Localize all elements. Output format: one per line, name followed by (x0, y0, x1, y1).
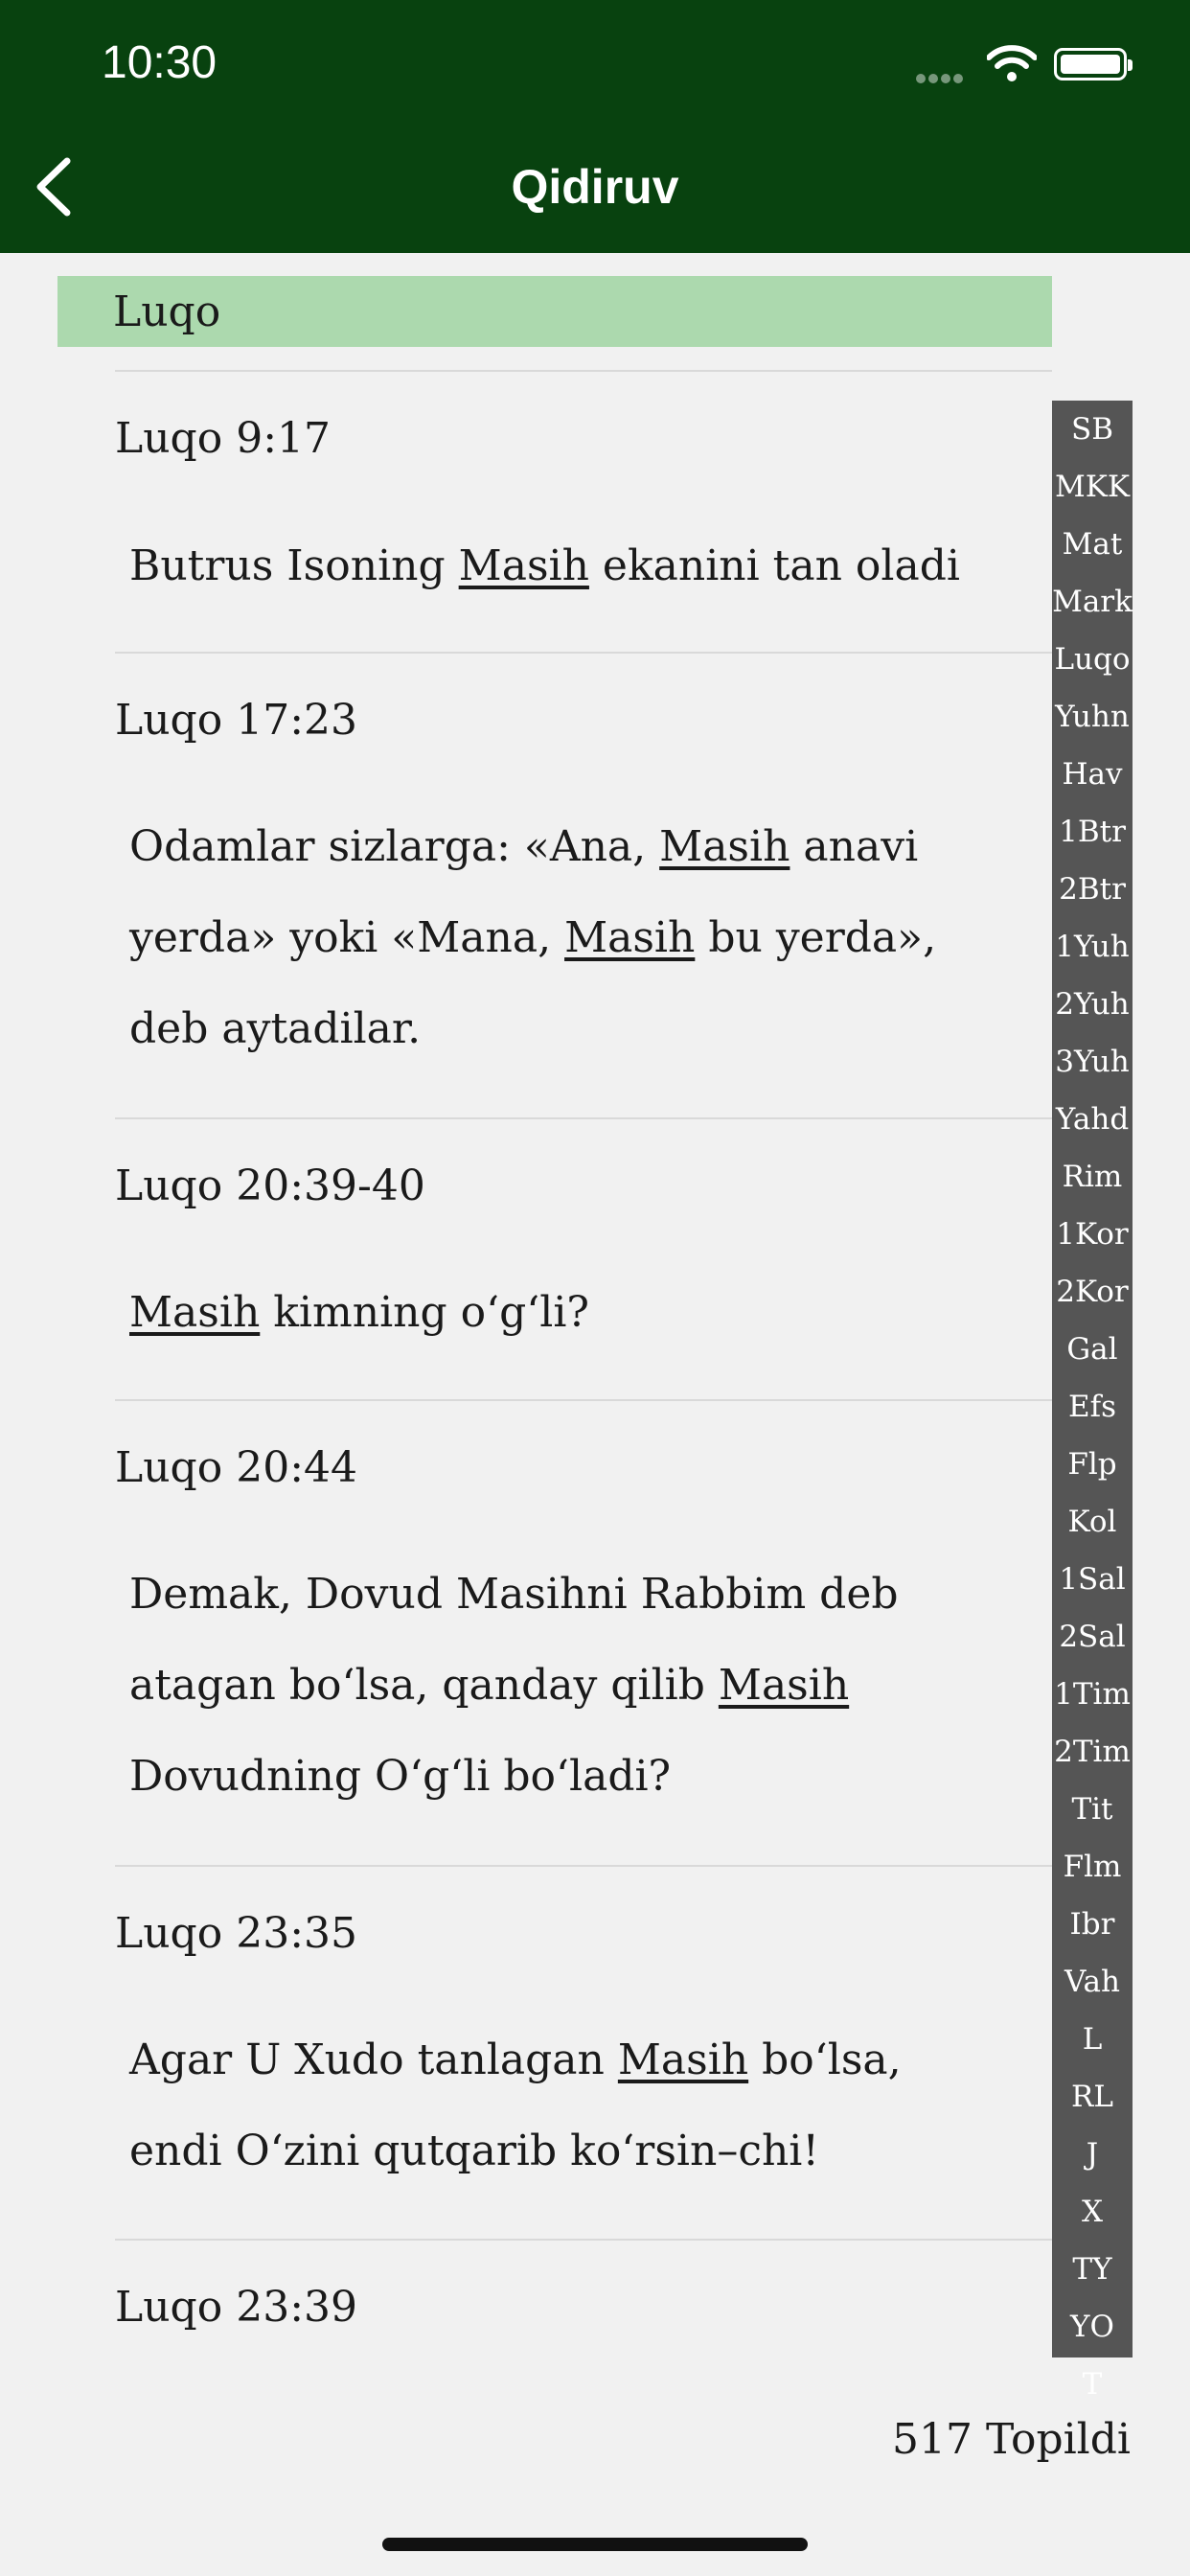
index-item[interactable]: L (1082, 2022, 1103, 2057)
result-reference: Luqo 23:39 (115, 2283, 357, 2332)
index-item[interactable]: 2Kor (1056, 1275, 1129, 1309)
index-item[interactable]: YO (1070, 2310, 1114, 2344)
result-verse: Odamlar sizlarga: «Ana, Masih anavi yerda» yoki «Mana, Masih bu yerda», deb aytadilar. (129, 822, 937, 1053)
index-item[interactable]: Mark (1052, 585, 1133, 619)
index-item[interactable]: Tit (1071, 1792, 1113, 1827)
search-highlight: Masih (129, 1288, 261, 1337)
index-item[interactable]: 1Yuh (1055, 930, 1130, 964)
search-highlight: Masih (458, 541, 589, 590)
index-item[interactable]: Flm (1063, 1850, 1122, 1884)
index-item[interactable]: Kol (1067, 1505, 1117, 1539)
divider (115, 1865, 1052, 1867)
nav-bar (0, 0, 1190, 253)
index-item[interactable]: Gal (1066, 1332, 1118, 1367)
index-item[interactable]: 2Yuh (1055, 987, 1130, 1022)
result-reference: Luqo 17:23 (115, 696, 357, 745)
index-item[interactable]: 1Sal (1059, 1562, 1126, 1597)
section-header (57, 276, 1052, 347)
page-title: Qidiruv (511, 160, 679, 214)
index-item[interactable]: X (1081, 2195, 1104, 2229)
wifi-icon (987, 44, 1037, 82)
index-item[interactable]: 3Yuh (1055, 1045, 1130, 1079)
index-item[interactable]: MKK (1054, 470, 1131, 504)
index-item[interactable]: Flp (1067, 1447, 1117, 1482)
result-verse: Demak, Dovud Masihni Rabbim deb atagan bo‘lsa, qanday qilib Masih Dovudning O‘g‘li bo‘ladi? (129, 1570, 899, 1801)
result-reference: Luqo 23:35 (115, 1909, 357, 1958)
index-item[interactable]: Yuhn (1055, 700, 1130, 734)
index-item[interactable]: Rim (1062, 1160, 1123, 1194)
section-title: Luqo (113, 288, 221, 336)
index-item[interactable]: 1Kor (1056, 1217, 1129, 1252)
book-index-bar[interactable] (1052, 401, 1133, 2402)
index-item[interactable]: J (1086, 2137, 1099, 2172)
home-indicator (382, 2538, 808, 2551)
index-item[interactable]: Vah (1064, 1965, 1120, 1999)
search-highlight: Masih (617, 2036, 749, 2084)
divider (115, 2239, 1052, 2241)
result-reference: Luqo 20:44 (115, 1443, 357, 1492)
index-item[interactable]: Yahd (1055, 1102, 1130, 1137)
index-item[interactable]: 1Btr (1059, 815, 1126, 849)
index-item[interactable]: 2Tim (1054, 1735, 1131, 1769)
battery-icon (1054, 48, 1127, 80)
search-highlight: Masih (718, 1661, 850, 1710)
search-highlight: Masih (564, 913, 696, 962)
result-verse: Butrus Isoning Masih ekanini tan oladi (129, 541, 960, 590)
divider (115, 1399, 1052, 1401)
index-item[interactable]: RL (1071, 2080, 1113, 2114)
index-item[interactable]: Efs (1067, 1390, 1116, 1424)
result-verse: Masih kimning o‘g‘li? (129, 1288, 589, 1337)
divider (115, 652, 1052, 654)
status-time: 10:30 (102, 37, 217, 88)
result-reference: Luqo 9:17 (115, 414, 332, 463)
search-highlight: Masih (659, 822, 790, 871)
divider (115, 1117, 1052, 1119)
index-item[interactable]: 2Sal (1059, 1620, 1126, 1654)
index-item[interactable]: Hav (1062, 757, 1123, 792)
result-count: 517 Topildi (892, 2415, 1131, 2464)
divider (115, 370, 1052, 372)
signal-icon (916, 69, 966, 87)
index-item[interactable]: T (1082, 2367, 1103, 2402)
index-item[interactable]: SB (1070, 412, 1114, 447)
index-item[interactable]: TY (1072, 2252, 1112, 2287)
result-verse: Agar U Xudo tanlagan Masih bo‘lsa, endi O‘zini qutqarib ko‘rsin–chi! (129, 2036, 902, 2175)
index-item[interactable]: 2Btr (1059, 872, 1126, 907)
index-item[interactable]: 1Tim (1054, 1677, 1131, 1712)
index-item[interactable]: Ibr (1069, 1907, 1115, 1942)
index-item[interactable]: Luqo (1054, 642, 1131, 677)
result-reference: Luqo 20:39-40 (115, 1162, 425, 1210)
index-item[interactable]: Mat (1062, 527, 1123, 562)
